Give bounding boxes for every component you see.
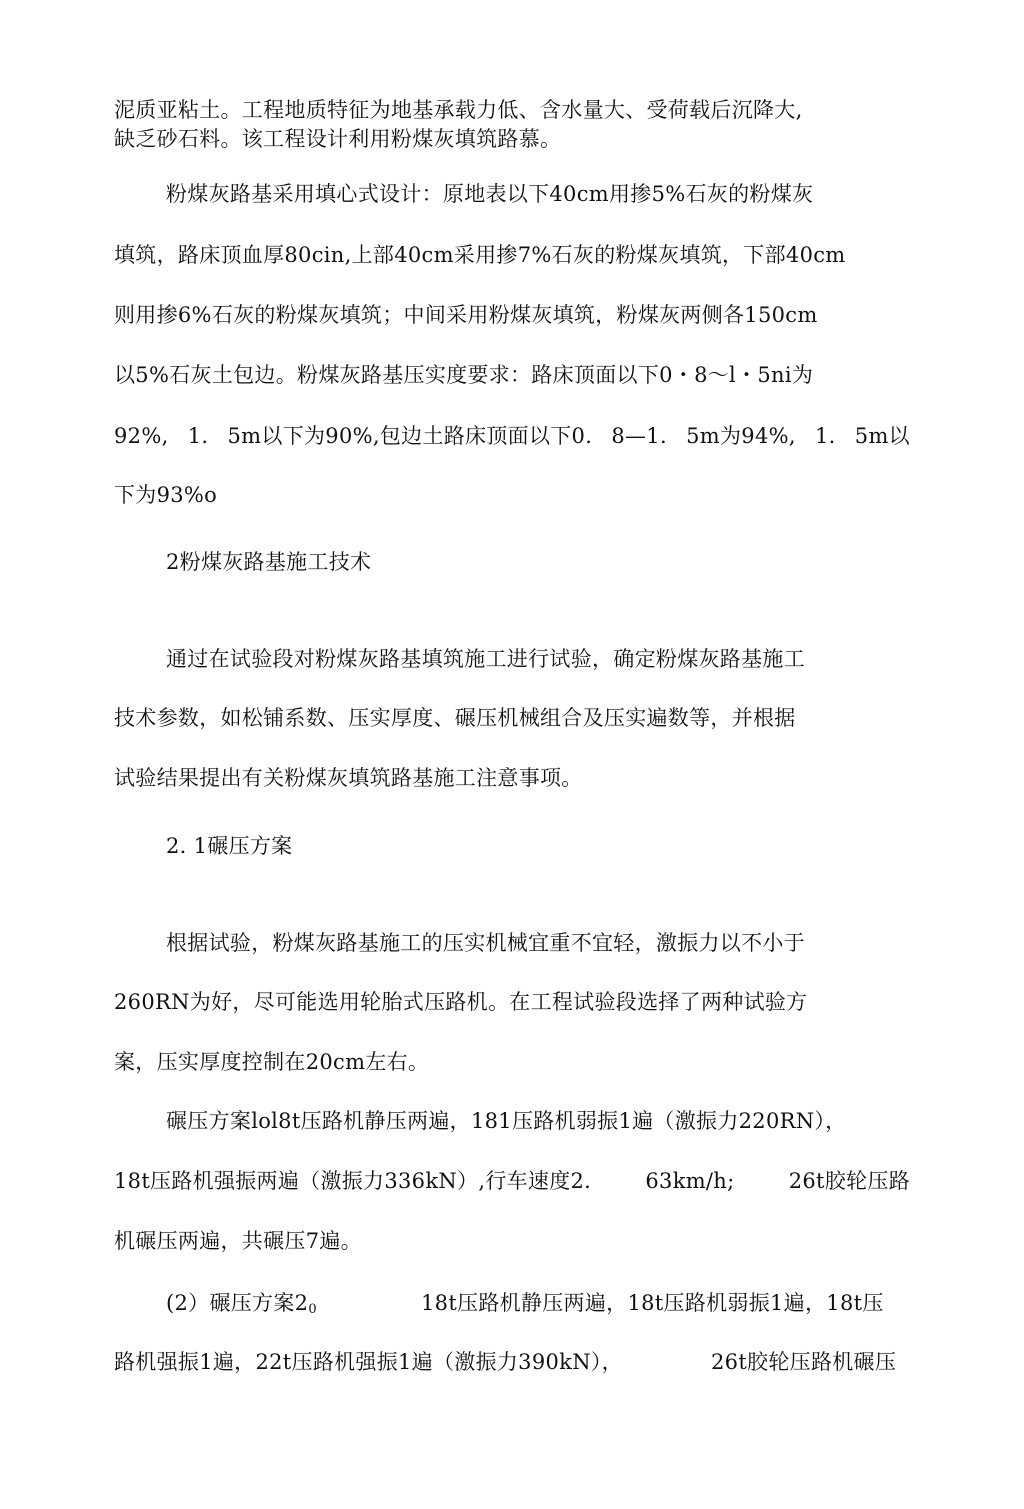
paragraph-line: 以5%石灰土包边。粉煤灰路基压实度要求：路床顶面以下0・8〜l・5ni为 xyxy=(114,363,814,387)
paragraph-line: 碾压方案lol8t压路机静压两遍，181压路机弱振1遍（激振力220RN）， xyxy=(166,1109,847,1133)
paragraph-line: 案，压实厚度控制在20cm左右。 xyxy=(114,1050,430,1074)
paragraph-line: 粉煤灰路基采用填心式设计：原地表以下40cm用掺5%石灰的粉煤灰 xyxy=(166,182,814,206)
paragraph-line xyxy=(114,1168,910,1194)
paragraph-line xyxy=(166,1290,317,1323)
paragraph-line: 填筑，路床顶血厚80cin,上部40cm采用掺7%石灰的粉煤灰填筑，下部40cm xyxy=(114,243,846,267)
paragraph-line: 则用掺6%石灰的粉煤灰填筑；中间采用粉煤灰填筑，粉煤灰两侧各150cm xyxy=(114,303,818,327)
paragraph-line: 26t胶轮压路机碾压 xyxy=(711,1350,897,1374)
paragraph-line: 技术参数，如松铺系数、压实厚度、碾压机械组合及压实遍数等，并根据 xyxy=(114,706,796,730)
line-segment: (2）碾压方案2 xyxy=(166,1291,309,1315)
line-segment: 5m为94%, xyxy=(686,424,796,448)
paragraph-line: 通过在试验段对粉煤灰路基填筑施工进行试验，确定粉煤灰路基施工 xyxy=(166,647,805,671)
line-segment: 26t胶轮压路 xyxy=(788,1169,910,1193)
paragraph-line: 260RN为好，尽可能选用轮胎式压路机。在工程试验段选择了两种试验方 xyxy=(114,990,808,1014)
paragraph-line: 泥质亚粘土。工程地质特征为地基承载力低、含水量大、受荷载后沉降大, xyxy=(114,98,803,122)
line-segment: 92%, xyxy=(114,424,169,448)
paragraph-line: 下为93%o xyxy=(114,483,218,507)
line-segment: 1. xyxy=(815,424,836,448)
paragraph-line: 试验结果提出有关粉煤灰填筑路基施工注意事项。 xyxy=(114,766,583,790)
paragraph-line: 路机强振1遍，22t压路机强振1遍（激振力390kN）， xyxy=(114,1350,623,1374)
section-heading: 2. 1碾压方案 xyxy=(166,834,293,858)
paragraph-line: 18t压路机静压两遍，18t压路机弱振1遍，18t压 xyxy=(421,1291,884,1315)
line-segment: 8—1. xyxy=(611,424,667,448)
paragraph-line xyxy=(114,423,910,449)
line-segment: 5m以下为90%,包边土路床顶面以下0. xyxy=(227,424,593,448)
section-heading: 2粉煤灰路基施工技术 xyxy=(166,550,372,574)
line-segment: 63km/h; xyxy=(645,1169,735,1193)
subscript: 0 xyxy=(308,1302,317,1317)
line-segment: 18t压路机强振两遍（激振力336kN）,行车速度2. xyxy=(114,1169,592,1193)
line-segment: 5m以 xyxy=(854,424,910,448)
paragraph-line: 缺乏砂石料。该工程设计利用粉煤灰填筑路慕。 xyxy=(114,127,562,151)
paragraph-line: 根据试验，粉煤灰路基施工的压实机械宜重不宜轻，激振力以不小于 xyxy=(166,931,805,955)
paragraph-line: 机碾压两遍，共碾压7遍。 xyxy=(114,1229,362,1253)
line-segment: 1. xyxy=(187,424,209,448)
